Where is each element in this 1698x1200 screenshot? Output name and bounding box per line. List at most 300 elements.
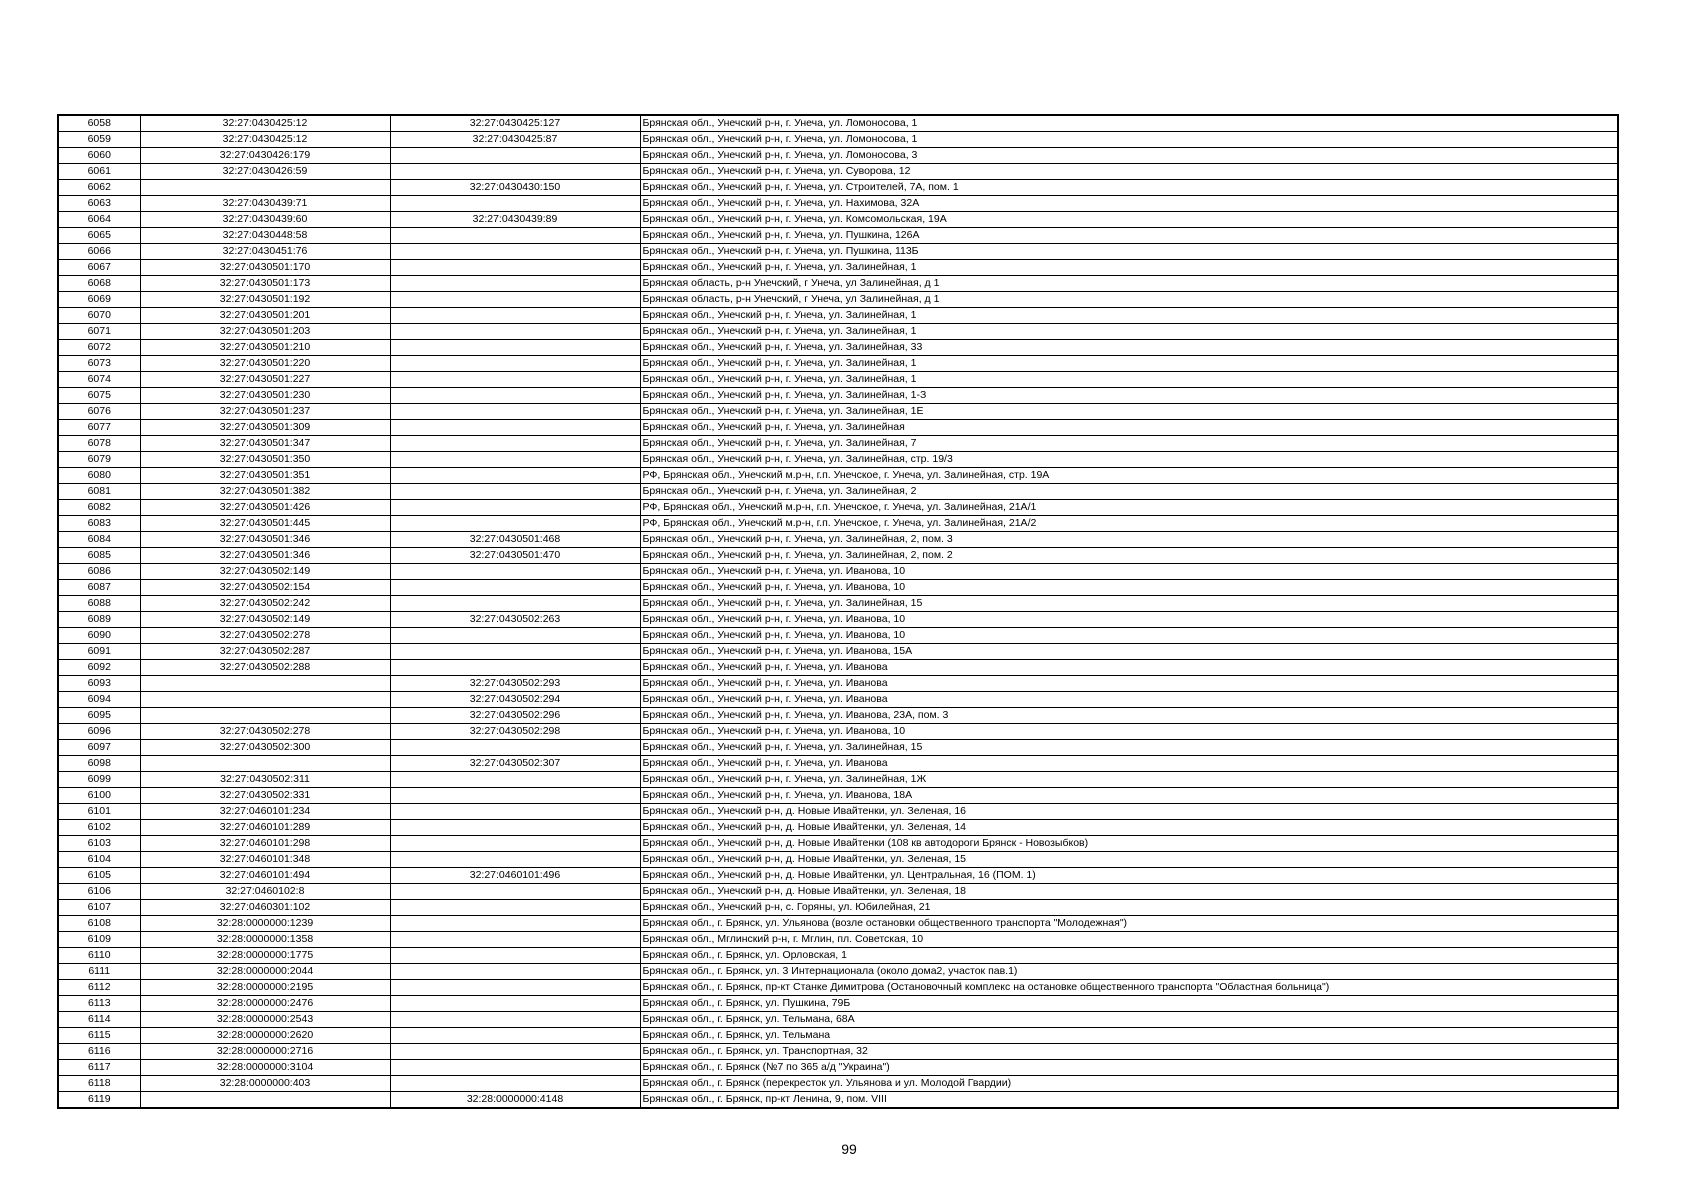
cell-row-number: 6115 [58,1028,140,1044]
cell-address: Брянская обл., Унечский р-н, г. Унеча, ул. Залинейная, 15 [640,596,1618,612]
table-row [58,1092,1618,1109]
cell-parcel-cadastral-number: 32:27:0460101:494 [140,868,390,884]
cell-row-number: 6103 [58,836,140,852]
table-row [58,292,1618,308]
cell-object-cadastral-number [390,836,640,852]
cell-row-number: 6076 [58,404,140,420]
cell-parcel-cadastral-number: 32:27:0460101:289 [140,820,390,836]
cell-parcel-cadastral-number: 32:28:0000000:1239 [140,916,390,932]
cell-parcel-cadastral-number: 32:27:0430448:58 [140,228,390,244]
cell-parcel-cadastral-number: 32:27:0430439:71 [140,196,390,212]
cell-row-number: 6061 [58,164,140,180]
cell-row-number: 6072 [58,340,140,356]
cell-address: Брянская обл., Унечский р-н, д. Новые Ивайтенки, ул. Центральная, 16 (ПОМ. 1) [640,868,1618,884]
cell-address: Брянская обл., Унечский р-н, г. Унеча, ул. Пушкина, 126А [640,228,1618,244]
cell-row-number: 6092 [58,660,140,676]
cell-address: Брянская обл., Унечский р-н, г. Унеча, ул. Строителей, 7А, пом. 1 [640,180,1618,196]
table-row [58,804,1618,820]
cell-row-number: 6107 [58,900,140,916]
cell-object-cadastral-number [390,788,640,804]
table-row [58,1076,1618,1092]
cell-row-number: 6070 [58,308,140,324]
cell-object-cadastral-number [390,340,640,356]
cell-row-number: 6075 [58,388,140,404]
cell-address: Брянская обл., Унечский р-н, г. Унеча, ул. Иванова, 10 [640,724,1618,740]
cell-row-number: 6096 [58,724,140,740]
table-row [58,484,1618,500]
cell-object-cadastral-number: 32:27:0430502:298 [390,724,640,740]
cell-parcel-cadastral-number: 32:28:0000000:403 [140,1076,390,1092]
table-row [58,884,1618,900]
table-row [58,948,1618,964]
cell-object-cadastral-number [390,628,640,644]
cell-object-cadastral-number [390,580,640,596]
cell-object-cadastral-number [390,1076,640,1092]
cell-object-cadastral-number [390,884,640,900]
cell-object-cadastral-number: 32:27:0430425:127 [390,115,640,132]
cell-address: Брянская обл., г. Брянск, ул. Транспортная, 32 [640,1044,1618,1060]
cell-row-number: 6087 [58,580,140,596]
cell-row-number: 6100 [58,788,140,804]
table-row [58,900,1618,916]
cell-address: Брянская обл., Мглинский р-н, г. Мглин, пл. Советская, 10 [640,932,1618,948]
cell-address: Брянская обл., Унечский р-н, г. Унеча, ул. Суворова, 12 [640,164,1618,180]
cell-row-number: 6082 [58,500,140,516]
cell-row-number: 6079 [58,452,140,468]
cell-parcel-cadastral-number: 32:28:0000000:3104 [140,1060,390,1076]
table-row [58,660,1618,676]
table-row [58,1028,1618,1044]
cell-row-number: 6104 [58,852,140,868]
cell-object-cadastral-number [390,452,640,468]
cell-row-number: 6101 [58,804,140,820]
table-row [58,852,1618,868]
cell-object-cadastral-number [390,1012,640,1028]
table-row [58,420,1618,436]
cell-address: Брянская обл., г. Брянск, ул. Пушкина, 79Б [640,996,1618,1012]
cell-parcel-cadastral-number: 32:27:0460101:234 [140,804,390,820]
table-row [58,996,1618,1012]
cell-object-cadastral-number: 32:27:0430439:89 [390,212,640,228]
table-row [58,836,1618,852]
cell-parcel-cadastral-number: 32:27:0430501:382 [140,484,390,500]
cell-parcel-cadastral-number: 32:27:0430425:12 [140,115,390,132]
cell-row-number: 6078 [58,436,140,452]
cell-parcel-cadastral-number: 32:27:0430501:227 [140,372,390,388]
cell-address: Брянская обл., Унечский р-н, г. Унеча, ул. Ломоносова, 3 [640,148,1618,164]
cell-object-cadastral-number [390,388,640,404]
cell-object-cadastral-number: 32:27:0430501:468 [390,532,640,548]
cell-object-cadastral-number [390,420,640,436]
table-row [58,868,1618,884]
cell-row-number: 6117 [58,1060,140,1076]
cell-address: Брянская обл., Унечский р-н, г. Унеча, ул. Нахимова, 32А [640,196,1618,212]
cell-parcel-cadastral-number: 32:27:0430502:331 [140,788,390,804]
cell-parcel-cadastral-number: 32:27:0430426:179 [140,148,390,164]
cell-row-number: 6095 [58,708,140,724]
cell-parcel-cadastral-number: 32:27:0430439:60 [140,212,390,228]
cell-address: Брянская обл., Унечский р-н, г. Унеча, ул. Залинейная [640,420,1618,436]
cell-address: Брянская обл., г. Брянск, пр-кт Ленина, 9, пом. VIII [640,1092,1618,1109]
cell-object-cadastral-number [390,932,640,948]
table-row [58,500,1618,516]
table-row [58,404,1618,420]
cell-row-number: 6113 [58,996,140,1012]
cell-row-number: 6083 [58,516,140,532]
cell-row-number: 6064 [58,212,140,228]
cell-parcel-cadastral-number: 32:27:0430501:203 [140,324,390,340]
cell-address: Брянская обл., Унечский р-н, с. Горяны, ул. Юбилейная, 21 [640,900,1618,916]
cell-object-cadastral-number [390,916,640,932]
cell-address: Брянская обл., Унечский р-н, д. Новые Ивайтенки, ул. Зеленая, 18 [640,884,1618,900]
property-table [57,114,1619,1109]
cell-object-cadastral-number [390,228,640,244]
cell-parcel-cadastral-number: 32:27:0430501:230 [140,388,390,404]
cell-address: Брянская обл., г. Брянск, пр-кт Станке Димитрова (Остановочный комплекс на остановке общественного транспорта "Областная больница") [640,980,1618,996]
table-row [58,1060,1618,1076]
cell-address: Брянская обл., Унечский р-н, г. Унеча, ул. Комсомольская, 19А [640,212,1618,228]
cell-object-cadastral-number [390,852,640,868]
cell-address: Брянская обл., Унечский р-н, г. Унеча, ул. Иванова [640,676,1618,692]
cell-address: Брянская обл., Унечский р-н, г. Унеча, ул. Залинейная, 1 [640,324,1618,340]
cell-address: Брянская обл., Унечский р-н, г. Унеча, ул. Иванова, 23А, пом. 3 [640,708,1618,724]
cell-parcel-cadastral-number: 32:27:0430451:76 [140,244,390,260]
cell-address: Брянская обл., Унечский р-н, г. Унеча, ул. Залинейная, 1 [640,308,1618,324]
cell-row-number: 6086 [58,564,140,580]
cell-row-number: 6114 [58,1012,140,1028]
table-row [58,548,1618,564]
cell-address: Брянская обл., Унечский р-н, г. Унеча, ул. Залинейная, 1Ж [640,772,1618,788]
cell-address: Брянская обл., г. Брянск (№7 по 365 а/д "Украина") [640,1060,1618,1076]
cell-parcel-cadastral-number: 32:27:0430501:201 [140,308,390,324]
cell-address: РФ, Брянская обл., Унечский м.р-н, г.п. Унечское, г. Унеча, ул. Залинейная, стр. 19А [640,468,1618,484]
cell-row-number: 6098 [58,756,140,772]
cell-address: Брянская обл., Унечский р-н, г. Унеча, ул. Ломоносова, 1 [640,132,1618,148]
table-row [58,115,1618,132]
cell-parcel-cadastral-number: 32:27:0430501:426 [140,500,390,516]
cell-parcel-cadastral-number: 32:27:0460301:102 [140,900,390,916]
table-row [58,788,1618,804]
cell-row-number: 6118 [58,1076,140,1092]
cell-address: РФ, Брянская обл., Унечский м.р-н, г.п. Унечское, г. Унеча, ул. Залинейная, 21А/2 [640,516,1618,532]
table-row [58,644,1618,660]
cell-row-number: 6073 [58,356,140,372]
table-row [58,308,1618,324]
cell-row-number: 6112 [58,980,140,996]
cell-row-number: 6085 [58,548,140,564]
property-table-body [58,115,1618,1108]
cell-address: Брянская обл., Унечский р-н, г. Унеча, ул. Залинейная, 1-З [640,388,1618,404]
cell-object-cadastral-number [390,404,640,420]
cell-row-number: 6068 [58,276,140,292]
table-row [58,740,1618,756]
table-row [58,724,1618,740]
cell-address: Брянская обл., Унечский р-н, г. Унеча, ул. Залинейная, 1Е [640,404,1618,420]
cell-row-number: 6063 [58,196,140,212]
cell-row-number: 6066 [58,244,140,260]
cell-parcel-cadastral-number: 32:27:0430501:192 [140,292,390,308]
cell-parcel-cadastral-number: 32:28:0000000:2044 [140,964,390,980]
table-row [58,388,1618,404]
cell-object-cadastral-number [390,820,640,836]
cell-object-cadastral-number [390,372,640,388]
cell-address: Брянская обл., Унечский р-н, г. Унеча, ул. Иванова, 10 [640,628,1618,644]
table-row [58,916,1618,932]
table-row [58,1044,1618,1060]
cell-row-number: 6074 [58,372,140,388]
table-row [58,964,1618,980]
cell-row-number: 6088 [58,596,140,612]
cell-address: Брянская обл., г. Брянск, ул. Ульянова (возле остановки общественного транспорта "Молодежная") [640,916,1618,932]
cell-object-cadastral-number [390,1060,640,1076]
cell-object-cadastral-number [390,500,640,516]
cell-object-cadastral-number [390,484,640,500]
cell-address: Брянская обл., Унечский р-н, д. Новые Ивайтенки (108 кв автодороги Брянск - Новозыбков) [640,836,1618,852]
cell-address: Брянская обл., Унечский р-н, г. Унеча, ул. Залинейная, 2 [640,484,1618,500]
cell-object-cadastral-number: 32:27:0430502:296 [390,708,640,724]
cell-object-cadastral-number [390,308,640,324]
cell-address: Брянская обл., Унечский р-н, д. Новые Ивайтенки, ул. Зеленая, 15 [640,852,1618,868]
cell-parcel-cadastral-number: 32:28:0000000:2543 [140,1012,390,1028]
cell-object-cadastral-number: 32:27:0430425:87 [390,132,640,148]
cell-address: Брянская обл., Унечский р-н, г. Унеча, ул. Иванова, 15А [640,644,1618,660]
table-row [58,148,1618,164]
cell-parcel-cadastral-number: 32:28:0000000:2476 [140,996,390,1012]
page-number: 99 [841,1141,857,1157]
table-row [58,820,1618,836]
cell-object-cadastral-number: 32:27:0430502:307 [390,756,640,772]
cell-parcel-cadastral-number [140,708,390,724]
cell-parcel-cadastral-number [140,180,390,196]
cell-address: Брянская обл., Унечский р-н, г. Унеча, ул. Иванова, 10 [640,564,1618,580]
cell-object-cadastral-number: 32:27:0430501:470 [390,548,640,564]
table-row [58,196,1618,212]
cell-object-cadastral-number [390,324,640,340]
cell-object-cadastral-number [390,948,640,964]
cell-address: Брянская обл., Унечский р-н, г. Унеча, ул. Иванова, 10 [640,580,1618,596]
table-row [58,628,1618,644]
cell-object-cadastral-number [390,564,640,580]
cell-object-cadastral-number [390,436,640,452]
cell-object-cadastral-number [390,516,640,532]
cell-row-number: 6109 [58,932,140,948]
cell-row-number: 6062 [58,180,140,196]
cell-parcel-cadastral-number: 32:27:0430502:300 [140,740,390,756]
cell-address: Брянская обл., Унечский р-н, г. Унеча, ул. Залинейная, 2, пом. 2 [640,548,1618,564]
cell-object-cadastral-number [390,164,640,180]
cell-parcel-cadastral-number: 32:27:0430502:278 [140,724,390,740]
cell-object-cadastral-number: 32:27:0430502:263 [390,612,640,628]
cell-row-number: 6102 [58,820,140,836]
cell-parcel-cadastral-number [140,756,390,772]
table-row [58,276,1618,292]
cell-address: Брянская обл., г. Брянск, ул. Тельмана [640,1028,1618,1044]
table-row [58,212,1618,228]
table-row [58,468,1618,484]
cell-parcel-cadastral-number: 32:27:0460102:8 [140,884,390,900]
table-row [58,180,1618,196]
cell-parcel-cadastral-number: 32:27:0430502:149 [140,564,390,580]
cell-object-cadastral-number [390,644,640,660]
cell-object-cadastral-number [390,260,640,276]
cell-row-number: 6081 [58,484,140,500]
cell-address: Брянская обл., Унечский р-н, д. Новые Ивайтенки, ул. Зеленая, 16 [640,804,1618,820]
cell-row-number: 6084 [58,532,140,548]
cell-object-cadastral-number: 32:27:0430502:294 [390,692,640,708]
cell-address: Брянская обл., Унечский р-н, г. Унеча, ул. Залинейная, 2, пом. 3 [640,532,1618,548]
cell-address: Брянская обл., г. Брянск (перекресток ул. Ульянова и ул. Молодой Гвардии) [640,1076,1618,1092]
table-row [58,932,1618,948]
cell-parcel-cadastral-number: 32:27:0430501:170 [140,260,390,276]
cell-address: Брянская обл., Унечский р-н, д. Новые Ивайтенки, ул. Зеленая, 14 [640,820,1618,836]
cell-object-cadastral-number [390,292,640,308]
cell-parcel-cadastral-number: 32:27:0430502:288 [140,660,390,676]
cell-row-number: 6105 [58,868,140,884]
table-row [58,516,1618,532]
table-row [58,436,1618,452]
cell-row-number: 6059 [58,132,140,148]
cell-address: Брянская обл., Унечский р-н, г. Унеча, ул. Залинейная, 33 [640,340,1618,356]
cell-parcel-cadastral-number: 32:27:0430501:351 [140,468,390,484]
cell-parcel-cadastral-number: 32:27:0430501:350 [140,452,390,468]
table-row [58,596,1618,612]
cell-parcel-cadastral-number [140,692,390,708]
cell-address: Брянская обл., г. Брянск, ул. Тельмана, 68А [640,1012,1618,1028]
table-row [58,228,1618,244]
cell-parcel-cadastral-number: 32:27:0430502:278 [140,628,390,644]
cell-object-cadastral-number [390,356,640,372]
table-row [58,612,1618,628]
table-row [58,772,1618,788]
cell-row-number: 6077 [58,420,140,436]
cell-address: Брянская обл., Унечский р-н, г. Унеча, ул. Ломоносова, 1 [640,115,1618,132]
cell-address: Брянская обл., Унечский р-н, г. Унеча, ул. Иванова [640,692,1618,708]
cell-parcel-cadastral-number: 32:28:0000000:2195 [140,980,390,996]
table-row [58,708,1618,724]
table-row [58,676,1618,692]
cell-object-cadastral-number: 32:27:0430502:293 [390,676,640,692]
cell-parcel-cadastral-number: 32:27:0430501:309 [140,420,390,436]
cell-address: Брянская обл., Унечский р-н, г. Унеча, ул. Пушкина, 113Б [640,244,1618,260]
cell-address: Брянская обл., г. Брянск, ул. Орловская, 1 [640,948,1618,964]
cell-parcel-cadastral-number: 32:27:0430502:149 [140,612,390,628]
table-row [58,356,1618,372]
cell-row-number: 6108 [58,916,140,932]
cell-parcel-cadastral-number: 32:27:0430502:287 [140,644,390,660]
cell-parcel-cadastral-number: 32:27:0430502:242 [140,596,390,612]
table-row [58,164,1618,180]
cell-parcel-cadastral-number [140,1092,390,1109]
cell-address: Брянская обл., г. Брянск, ул. 3 Интернационала (около дома2, участок пав.1) [640,964,1618,980]
table-row [58,452,1618,468]
cell-row-number: 6116 [58,1044,140,1060]
table-row [58,564,1618,580]
cell-address: Брянская обл., Унечский р-н, г. Унеча, ул. Залинейная, 1 [640,372,1618,388]
cell-object-cadastral-number: 32:27:0430430:150 [390,180,640,196]
cell-parcel-cadastral-number: 32:27:0430426:59 [140,164,390,180]
table-row [58,132,1618,148]
cell-address: Брянская обл., Унечский р-н, г. Унеча, ул. Залинейная, 15 [640,740,1618,756]
cell-address: Брянская обл., Унечский р-н, г. Унеча, ул. Залинейная, 1 [640,356,1618,372]
cell-row-number: 6091 [58,644,140,660]
cell-address: РФ, Брянская обл., Унечский м.р-н, г.п. Унечское, г. Унеча, ул. Залинейная, 21А/1 [640,500,1618,516]
cell-row-number: 6097 [58,740,140,756]
cell-parcel-cadastral-number: 32:28:0000000:2716 [140,1044,390,1060]
cell-address: Брянская обл., Унечский р-н, г. Унеча, ул. Иванова, 18А [640,788,1618,804]
cell-row-number: 6111 [58,964,140,980]
cell-address: Брянская обл., Унечский р-н, г. Унеча, ул. Иванова [640,660,1618,676]
table-row [58,532,1618,548]
cell-address: Брянская обл., Унечский р-н, г. Унеча, ул. Иванова, 10 [640,612,1618,628]
cell-address: Брянская область, р-н Унечский, г Унеча, ул Залинейная, д 1 [640,276,1618,292]
cell-object-cadastral-number [390,980,640,996]
cell-address: Брянская обл., Унечский р-н, г. Унеча, ул. Иванова [640,756,1618,772]
table-row [58,340,1618,356]
cell-object-cadastral-number [390,244,640,260]
cell-row-number: 6069 [58,292,140,308]
cell-parcel-cadastral-number: 32:27:0430501:347 [140,436,390,452]
cell-address: Брянская обл., Унечский р-н, г. Унеча, ул. Залинейная, 7 [640,436,1618,452]
cell-row-number: 6067 [58,260,140,276]
cell-row-number: 6106 [58,884,140,900]
cell-row-number: 6099 [58,772,140,788]
cell-object-cadastral-number [390,772,640,788]
cell-row-number: 6071 [58,324,140,340]
cell-address: Брянская обл., Унечский р-н, г. Унеча, ул. Залинейная, стр. 19/3 [640,452,1618,468]
cell-object-cadastral-number: 32:28:0000000:4148 [390,1092,640,1109]
cell-object-cadastral-number [390,1044,640,1060]
cell-address: Брянская обл., Унечский р-н, г. Унеча, ул. Залинейная, 1 [640,260,1618,276]
table-row [58,324,1618,340]
cell-parcel-cadastral-number: 32:27:0430501:445 [140,516,390,532]
table-row [58,244,1618,260]
cell-object-cadastral-number [390,468,640,484]
table-row [58,756,1618,772]
table-row [58,580,1618,596]
cell-row-number: 6060 [58,148,140,164]
cell-parcel-cadastral-number [140,676,390,692]
cell-row-number: 6058 [58,115,140,132]
cell-address: Брянская область, р-н Унечский, г Унеча, ул Залинейная, д 1 [640,292,1618,308]
cell-row-number: 6080 [58,468,140,484]
table-row [58,260,1618,276]
cell-row-number: 6119 [58,1092,140,1109]
cell-parcel-cadastral-number: 32:28:0000000:2620 [140,1028,390,1044]
cell-parcel-cadastral-number: 32:27:0430425:12 [140,132,390,148]
cell-row-number: 6065 [58,228,140,244]
cell-row-number: 6089 [58,612,140,628]
cell-object-cadastral-number [390,276,640,292]
cell-parcel-cadastral-number: 32:27:0430501:237 [140,404,390,420]
cell-object-cadastral-number [390,804,640,820]
cell-row-number: 6093 [58,676,140,692]
cell-object-cadastral-number: 32:27:0460101:496 [390,868,640,884]
cell-object-cadastral-number [390,596,640,612]
cell-parcel-cadastral-number: 32:28:0000000:1775 [140,948,390,964]
cell-parcel-cadastral-number: 32:27:0430502:311 [140,772,390,788]
cell-object-cadastral-number [390,996,640,1012]
cell-parcel-cadastral-number: 32:27:0430501:220 [140,356,390,372]
table-row [58,372,1618,388]
table-row [58,1012,1618,1028]
cell-object-cadastral-number [390,196,640,212]
cell-parcel-cadastral-number: 32:27:0460101:348 [140,852,390,868]
cell-object-cadastral-number [390,148,640,164]
cell-object-cadastral-number [390,740,640,756]
cell-object-cadastral-number [390,660,640,676]
cell-row-number: 6094 [58,692,140,708]
cell-parcel-cadastral-number: 32:27:0460101:298 [140,836,390,852]
